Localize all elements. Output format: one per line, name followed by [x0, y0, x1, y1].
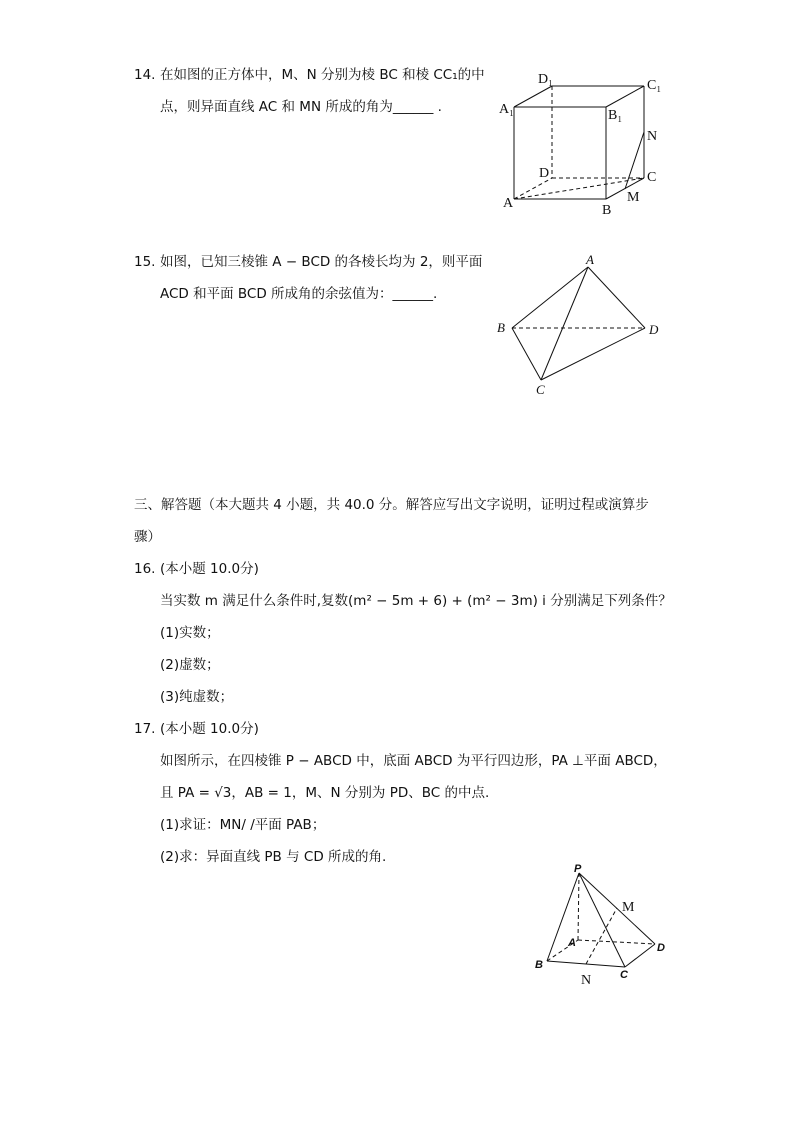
q14-line1: 在如图的正方体中，M、N 分别为棱 BC 和棱 CC₁的中	[160, 67, 485, 83]
label-c: C	[647, 170, 657, 185]
q17-score: (本小题 10.0分)	[160, 721, 259, 737]
label-b: B	[497, 320, 505, 335]
q15-number: 15.	[134, 254, 156, 270]
q15-line2: ACD 和平面 BCD 所成角的余弦值为：______.	[160, 286, 438, 302]
label-d1: D₁	[538, 72, 553, 87]
pyramid-figure	[525, 860, 675, 990]
q14-number: 14.	[134, 67, 156, 83]
label-b1: B₁	[608, 108, 623, 123]
label-b: B	[535, 959, 543, 971]
q17-number: 17.	[134, 721, 156, 737]
label-p: P	[574, 863, 582, 875]
label-c1: C₁	[647, 78, 662, 93]
label-a: A	[568, 937, 576, 949]
label-c: C	[620, 969, 628, 981]
label-d: D	[649, 322, 659, 337]
q15-line1: 如图，已知三棱锥 A − BCD 的各棱长均为 2，则平面	[160, 254, 483, 270]
q16-number: 16.	[134, 561, 156, 577]
label-n: N	[647, 129, 658, 144]
q17-part1: (1)求证：MN/ /平面 PAB；	[160, 817, 326, 833]
label-n: N	[581, 973, 592, 988]
section-heading-cont: 骤）	[134, 529, 161, 545]
q16-score: (本小题 10.0分)	[160, 561, 259, 577]
tetrahedron-figure	[490, 250, 670, 400]
label-m: M	[622, 900, 635, 915]
label-a: A	[586, 252, 594, 267]
q17-line2: 且 PA = √3，AB = 1，M、N 分别为 PD、BC 的中点.	[160, 785, 490, 801]
label-d: D	[657, 942, 665, 954]
q17-part2: (2)求：异面直线 PB 与 CD 所成的角.	[160, 849, 387, 865]
q14-line2: 点，则异面直线 AC 和 MN 所成的角为______ .	[160, 99, 442, 115]
q16-part2: (2)虚数；	[160, 657, 220, 673]
section-heading: 三、解答题（本大题共 4 小题，共 40.0 分。解答应写出文字说明，证明过程或演算步	[134, 497, 649, 513]
q16-part3: (3)纯虚数；	[160, 689, 234, 705]
label-a: A	[503, 196, 514, 211]
label-c: C	[536, 382, 545, 397]
cube-figure	[495, 65, 675, 225]
label-a1: A₁	[499, 102, 514, 117]
label-d: D	[539, 166, 550, 181]
q17-line1: 如图所示，在四棱锥 P − ABCD 中，底面 ABCD 为平行四边形，PA ⊥平面 ABCD，	[160, 753, 667, 769]
label-m: M	[627, 190, 640, 205]
q16-part1: (1)实数；	[160, 625, 220, 641]
q16-stem: 当实数 m 满足什么条件时,复数(m² − 5m + 6) + (m² − 3m) i 分别满足下列条件？	[160, 593, 672, 609]
label-b: B	[602, 203, 612, 218]
